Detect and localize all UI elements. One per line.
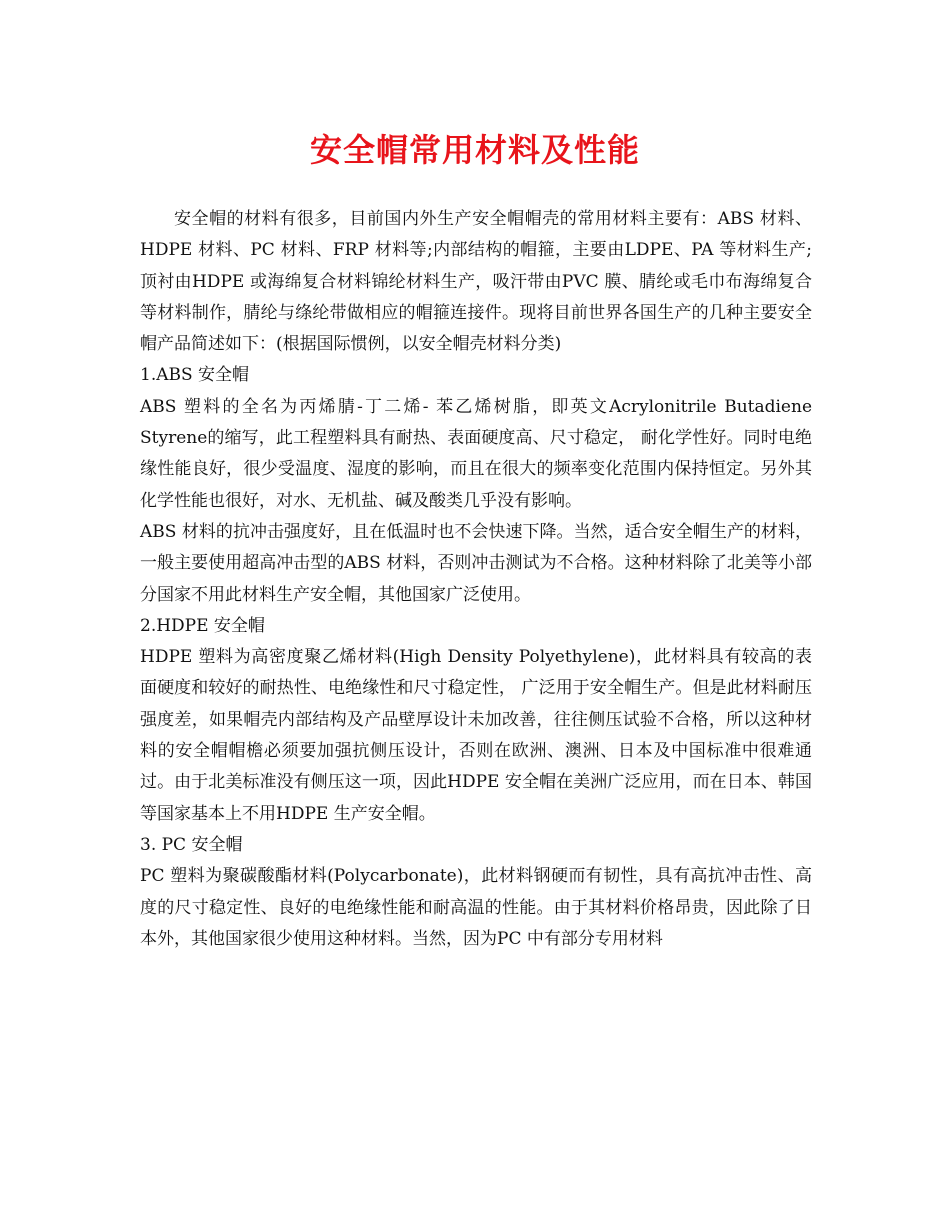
pc-paragraph: PC 塑料为聚碳酸酯材料(Polycarbonate)，此材料钢硬而有韧性，具有高抗冲击性、高度的尺寸稳定性、良好的电绝缘性能和耐高温的性能。由于其材料价格昂贵，因此除了日本外，其他国家很少使用这种材料。当然，因为PC 中有部分专用材料 — [140, 866, 812, 949]
section-heading-pc: 3. PC 安全帽 — [140, 834, 243, 855]
hdpe-paragraph: HDPE 塑料为高密度聚乙烯材料(High Density Polyethylene)，此材料具有较高的表面硬度和较好的耐热性、电绝缘性和尺寸稳定性， 广泛用于安全帽生产。但是此材料耐压强度差，如果帽壳内部结构及产品壁厚设计未加改善，往往侧压试验不合格，所以这种材料的安全帽帽檐必须要加强抗侧压设计，否则在欧洲、澳洲、日本及中国标准中很难通过。由于北美标准没有侧压这一项，因此HDPE 安全帽在美洲广泛应用，而在日本、韩国等国家基本上不用HDPE 生产安全帽。 — [140, 647, 812, 824]
section-heading-abs: 1.ABS 安全帽 — [140, 365, 250, 386]
intro-paragraph: 安全帽的材料有很多，目前国内外生产安全帽帽壳的常用材料主要有：ABS 材料、HDPE 材料、PC 材料、FRP 材料等;内部结构的帽箍，主要由LDPE、PA 等材料生产;顶衬由HDPE 或海绵复合材料锦纶材料生产，吸汗带由PVC 膜、腈纶或毛巾布海绵复合等材料制作，腈纶与绦纶带做相应的帽箍连接件。现将目前世界各国生产的几种主要安全帽产品简述如下：(根据国际惯例，以安全帽壳材料分类) — [140, 209, 812, 355]
abs-paragraph-1: ABS 塑料的全名为丙烯腈-丁二烯- 苯乙烯树脂，即英文Acrylonitrile Butadiene Styrene的缩写，此工程塑料具有耐热、表面硬度高、尺寸稳定， 耐化学性好。同时电绝缘性能良好，很少受温度、湿度的影响，而且在很大的频率变化范围内保持恒定。另外其化学性能也很好，对水、无机盐、碱及酸类几乎没有影响。 — [140, 396, 812, 511]
section-heading-hdpe: 2.HDPE 安全帽 — [140, 615, 265, 636]
abs-paragraph-2: ABS 材料的抗冲击强度好，且在低温时也不会快速下降。当然，适合安全帽生产的材料， 一般主要使用超高冲击型的ABS 材料，否则冲击测试为不合格。这种材料除了北美等小部分国家不用此材料生产安全帽，其他国家广泛使用。 — [140, 521, 812, 605]
document-title: 安全帽常用材料及性能 — [309, 131, 640, 169]
document-body — [140, 204, 812, 955]
